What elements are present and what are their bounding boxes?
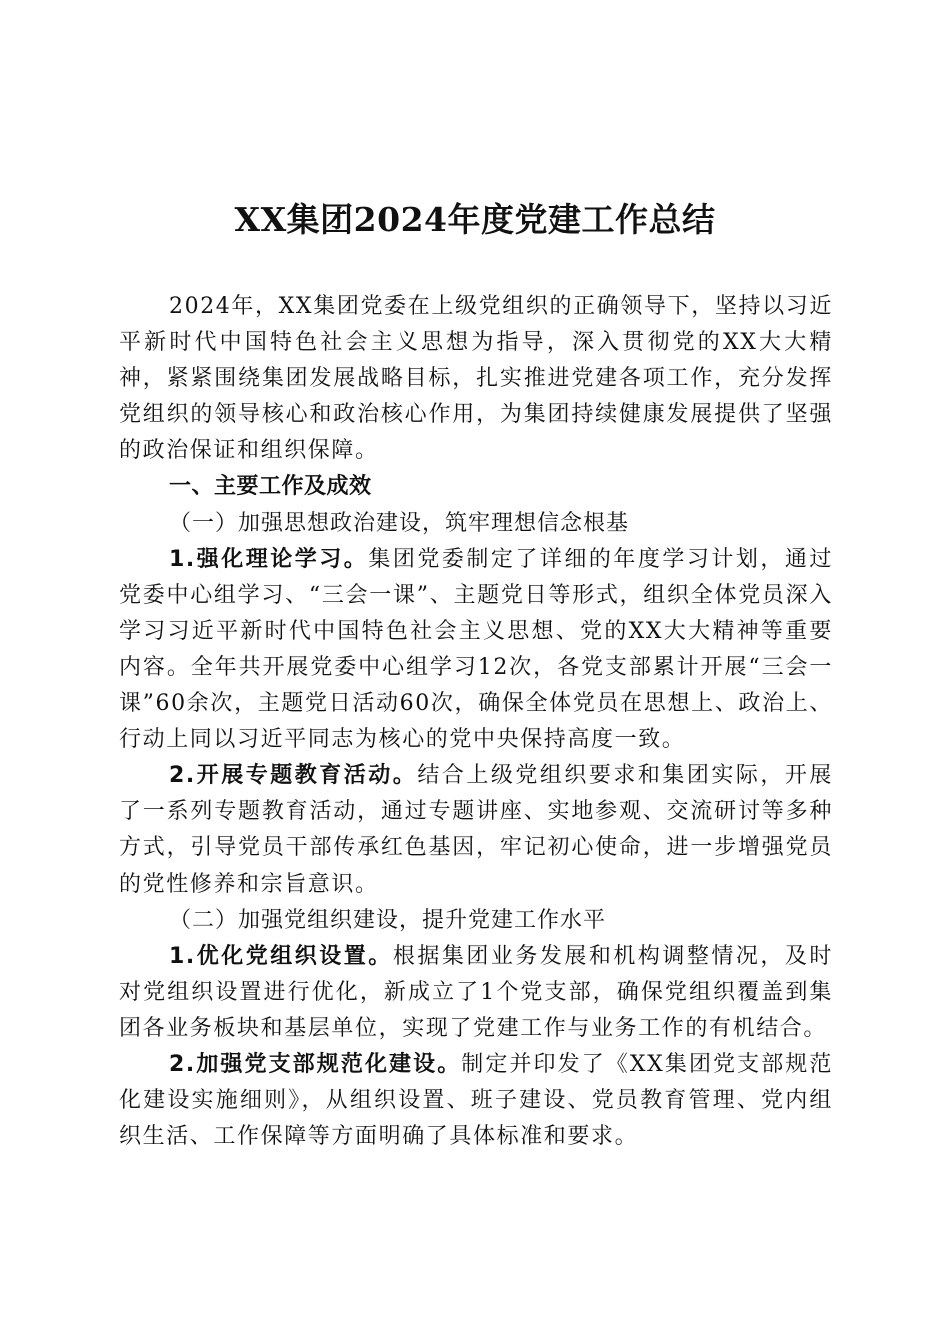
- intro-paragraph: 2024年，XX集团党委在上级党组织的正确领导下，坚持以习近平新时代中国特色社会主义思想为指导，深入贯彻党的XX大大精神，紧紧围绕集团发展战略目标，扎实推进党建各项工作，充分发挥党组织的领导核心和政治核心作用，为集团持续健康发展提供了坚强的政治保证和组织保障。: [119, 294, 833, 464]
- document-title: XX集团2024年度党建工作总结: [234, 200, 716, 239]
- paragraph-text: 集团党委制定了详细的年度学习计划，通过党委中心组学习、“三会一课”、主题党日等形式，组织全体党员深入学习习近平新时代中国特色社会主义思想、党的XX大大精神等重要内容。全年共开展党委中心组学习12次，各党支部累计开展“三会一课”60余次，主题党日活动60次，确保全体党员在思想上、政治上、行动上同以习近平同志为核心的党中央保持高度一致。: [119, 546, 833, 753]
- paragraph-text: 制定并印发了《XX集团党支部规范化建设实施细则》，从组织设置、班子建设、党员教育管理、党内组织生活、工作保障等方面明确了具体标准和要求。: [119, 1051, 833, 1150]
- paragraph-lead: 1.优化党组织设置。: [169, 943, 393, 969]
- paragraph-thematic-education: [119, 758, 833, 902]
- paragraph-lead: 2.开展专题教育活动。: [169, 763, 418, 789]
- subsection-heading-2: （二）加强党组织建设，提升党建工作水平: [169, 907, 607, 933]
- document-body: [119, 289, 833, 1155]
- paragraph-optimize-organization: [119, 939, 833, 1047]
- paragraph-text: 结合上级党组织要求和集团实际，开展了一系列专题教育活动，通过专题讲座、实地参观、交流研讨等多种方式，引导党员干部传承红色基因，牢记初心使命，进一步增强党员的党性修养和宗旨意识。: [119, 763, 834, 897]
- paragraph-lead: 1.强化理论学习。: [169, 546, 369, 572]
- paragraph-text: 根据集团业务发展和机构调整情况，及时对党组织设置进行优化，新成立了1个党支部，确保党组织覆盖到集团各业务板块和基层单位，实现了党建工作与业务工作的有机结合。: [119, 943, 833, 1041]
- section-heading-1: 一、主要工作及成效: [169, 474, 372, 500]
- paragraph-branch-standardization: [119, 1047, 833, 1155]
- paragraph-lead: 2.加强党支部规范化建设。: [169, 1051, 462, 1077]
- subsection-heading-1: （一）加强思想政治建设，筑牢理想信念根基: [169, 510, 630, 536]
- paragraph-theory-study: [119, 542, 833, 759]
